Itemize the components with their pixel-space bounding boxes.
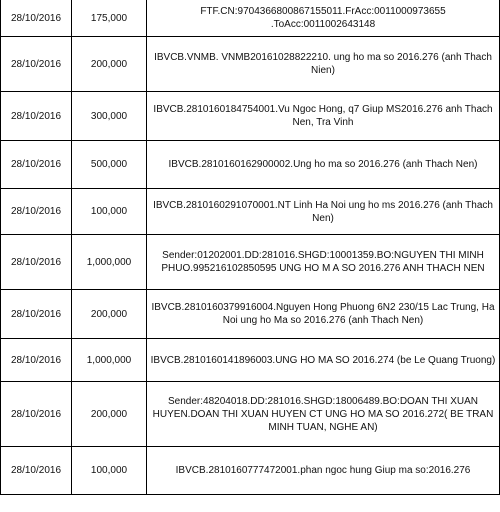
- description-cell: IBVCB.VNMB. VNMB20161028822210. ung ho ma so 2016.276 (anh Thach Nien): [147, 37, 500, 92]
- description-cell: IBVCB.2810160291070001.NT Linh Ha Noi ung ho ms 2016.276 (anh Thach Nen): [147, 189, 500, 235]
- date-cell: 28/10/2016: [1, 235, 72, 290]
- table-row: [1, 189, 500, 235]
- amount-cell: 500,000: [72, 141, 147, 189]
- amount-cell: 200,000: [72, 290, 147, 339]
- date-cell: 28/10/2016: [1, 447, 72, 495]
- table-row: [1, 339, 500, 382]
- date-cell: 28/10/2016: [1, 0, 72, 37]
- date-cell: 28/10/2016: [1, 290, 72, 339]
- description-cell: Sender:01202001.DD:281016.SHGD:10001359.BO:NGUYEN THI MINH PHUO.995216102850595 UNG HO M A SO 2016.276 ANH THACH NEN: [147, 235, 500, 290]
- amount-cell: 1,000,000: [72, 235, 147, 290]
- amount-cell: 300,000: [72, 92, 147, 141]
- date-cell: 28/10/2016: [1, 382, 72, 447]
- table-row: [1, 92, 500, 141]
- table-row: [1, 290, 500, 339]
- table-row: [1, 447, 500, 495]
- table-row: [1, 235, 500, 290]
- amount-cell: 200,000: [72, 37, 147, 92]
- description-cell: IBVCB.2810160184754001.Vu Ngoc Hong, q7 Giup MS2016.276 anh Thach Nen, Tra Vinh: [147, 92, 500, 141]
- table-row: [1, 141, 500, 189]
- table-row: [1, 0, 500, 37]
- date-cell: 28/10/2016: [1, 189, 72, 235]
- date-cell: 28/10/2016: [1, 37, 72, 92]
- amount-cell: 100,000: [72, 447, 147, 495]
- amount-cell: 200,000: [72, 382, 147, 447]
- table-row: [1, 37, 500, 92]
- amount-cell: 175,000: [72, 0, 147, 37]
- date-cell: 28/10/2016: [1, 92, 72, 141]
- amount-cell: 100,000: [72, 189, 147, 235]
- date-cell: 28/10/2016: [1, 141, 72, 189]
- description-cell: IBVCB.2810160141896003.UNG HO MA SO 2016.274 (be Le Quang Truong): [147, 339, 500, 382]
- description-cell: IBVCB.2810160162900002.Ung ho ma so 2016.276 (anh Thach Nen): [147, 141, 500, 189]
- description-cell: FTF.CN:9704366800867155011.FrAcc:0011000973655 .ToAcc:0011002643148: [147, 0, 500, 37]
- amount-cell: 1,000,000: [72, 339, 147, 382]
- description-cell: Sender:48204018.DD:281016.SHGD:18006489.BO:DOAN THI XUAN HUYEN.DOAN THI XUAN HUYEN CT UNG HO MA SO 2016.272( BE TRAN MINH TUAN, NGHE AN): [147, 382, 500, 447]
- description-cell: IBVCB.2810160379916004.Nguyen Hong Phuong 6N2 230/15 Lac Trung, Ha Noi ung ho Ma so 2016.276 (anh Thach Nen): [147, 290, 500, 339]
- table-row: [1, 382, 500, 447]
- date-cell: 28/10/2016: [1, 339, 72, 382]
- description-cell: IBVCB.2810160777472001.phan ngoc hung Giup ma so:2016.276: [147, 447, 500, 495]
